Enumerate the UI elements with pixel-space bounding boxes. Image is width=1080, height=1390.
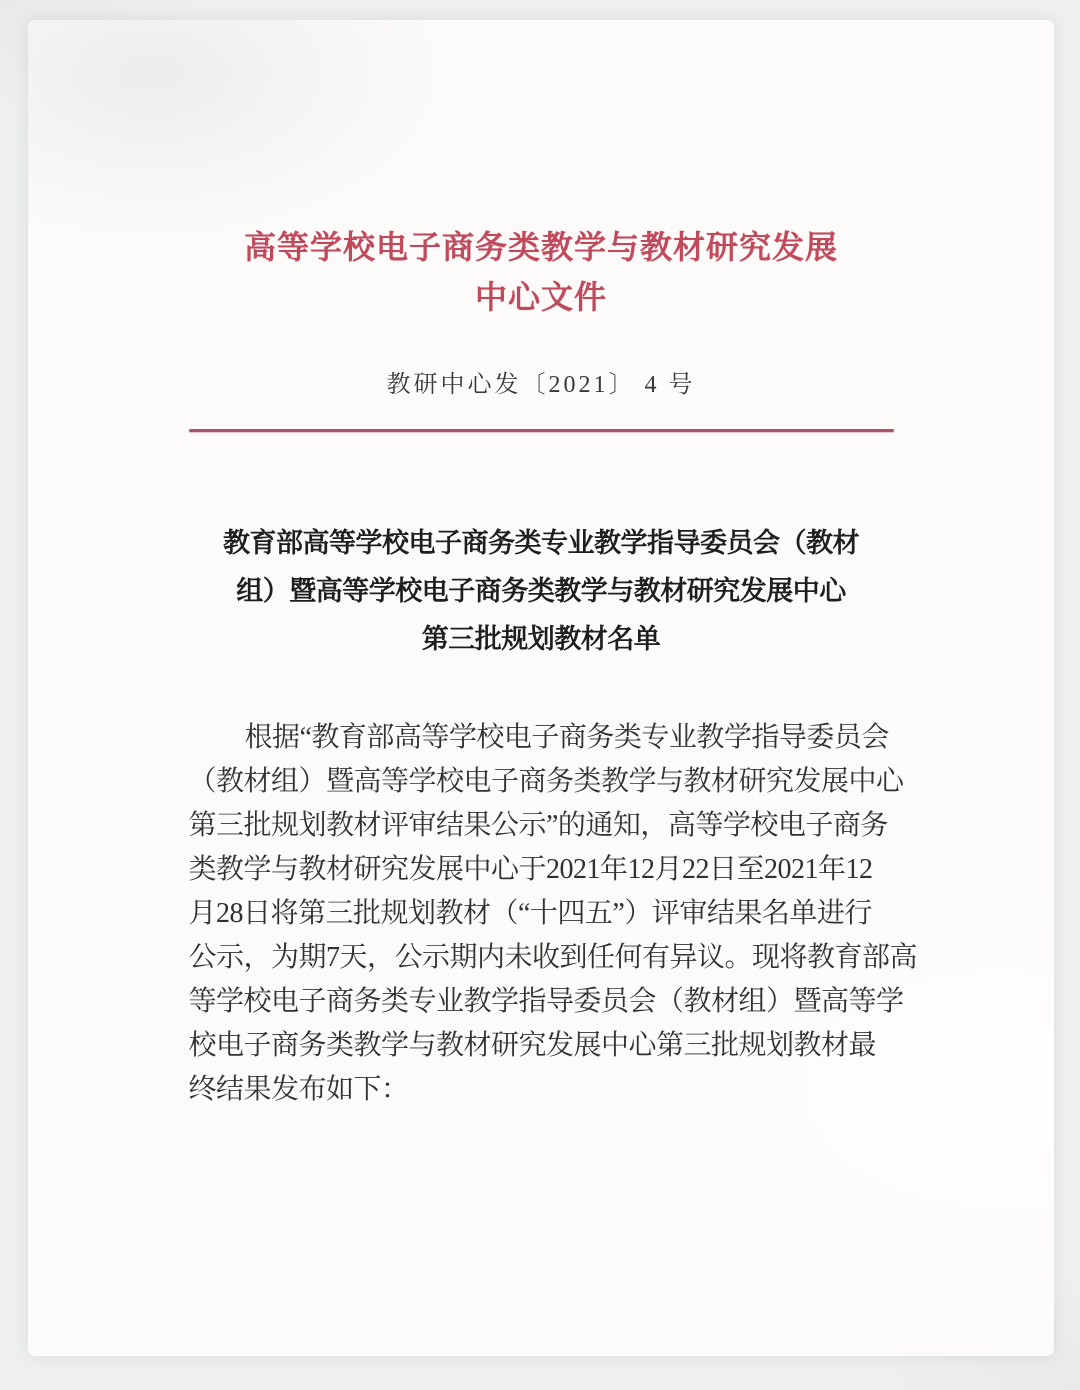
body-line: （教材组）暨高等学校电子商务类教学与教材研究发展中心 (188, 766, 904, 797)
document-title (189, 519, 894, 663)
document-content (188, 20, 918, 1112)
document-title-line-2: 组）暨高等学校电子商务类教学与教材研究发展中心 (236, 576, 846, 606)
body-line: 根据“教育部高等学校电子商务类专业教学指导委员会 (244, 722, 889, 753)
body-line: 月28日将第三批规划教材（“十四五”）评审结果名单进行 (188, 898, 872, 929)
body-line: 类教学与教材研究发展中心于2021年12月22日至2021年12 (188, 854, 873, 885)
letterhead-title-line-2: 中心文件 (474, 279, 607, 315)
document-title-line-3: 第三批规划教材名单 (421, 624, 661, 654)
red-separator-rule (189, 429, 894, 432)
body-line: 终结果发布如下： (188, 1074, 409, 1105)
document-title-line-1: 教育部高等学校电子商务类专业教学指导委员会（教材 (223, 528, 859, 558)
letterhead-title-line-1: 高等学校电子商务类教学与教材研究发展 (243, 229, 838, 265)
body-line: 校电子商务类教学与教材研究发展中心第三批规划教材最 (188, 1030, 877, 1061)
document-number: 教研中心发〔2021〕 4 号 (386, 372, 696, 398)
body-paragraph (188, 716, 918, 1112)
body-line: 第三批规划教材评审结果公示”的通知，高等学校电子商务 (188, 810, 888, 841)
letterhead (189, 20, 894, 322)
document-paper (28, 20, 1054, 1356)
body-line: 公示，为期7天，公示期内未收到任何有异议。现将教育部高 (188, 942, 918, 973)
body-line: 等学校电子商务类专业教学指导委员会（教材组）暨高等学 (188, 986, 904, 1017)
